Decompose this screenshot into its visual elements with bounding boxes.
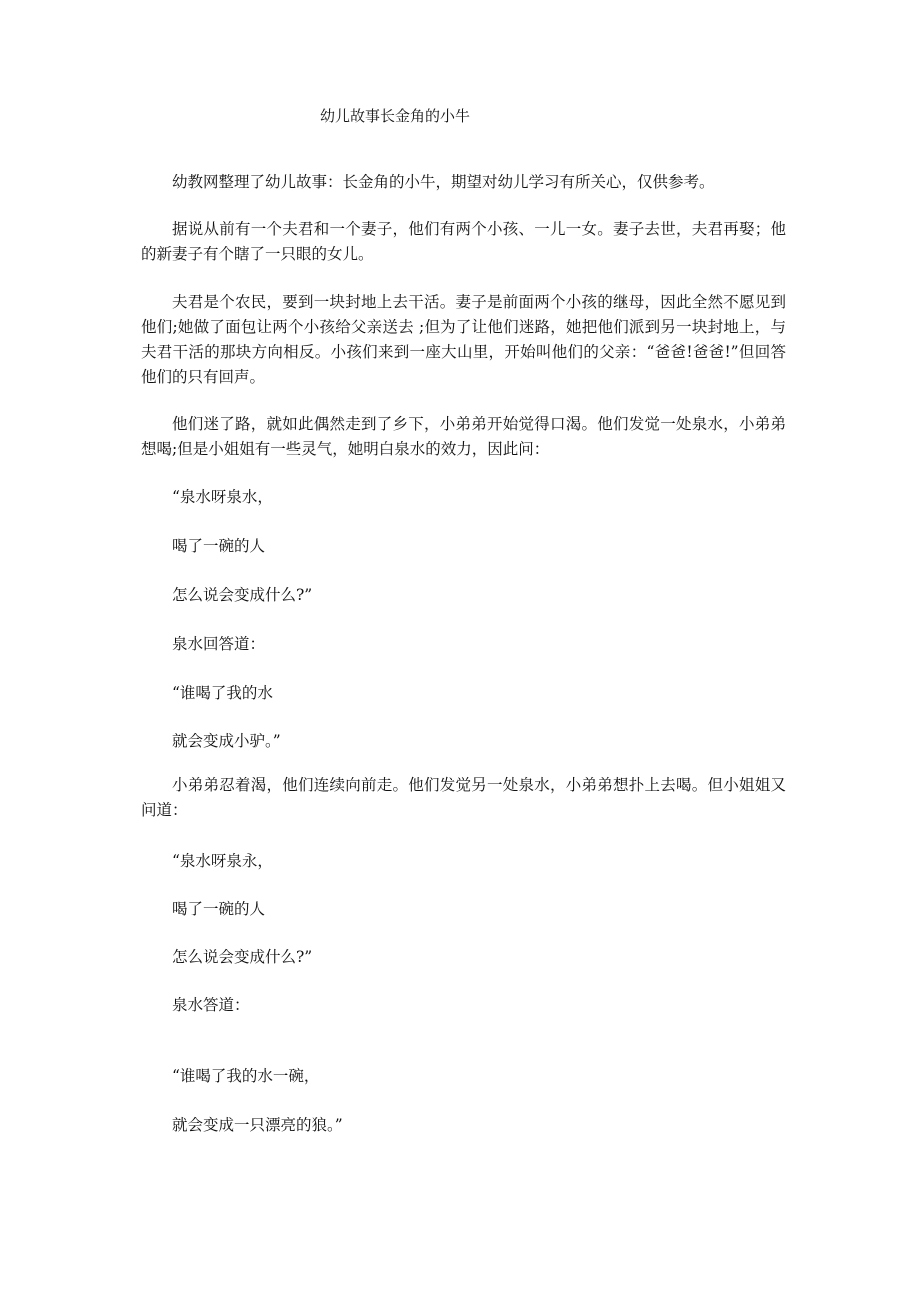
reply2-intro: 泉水答道： <box>172 996 250 1014</box>
reply1-intro: 泉水回答道： <box>172 635 266 653</box>
reply1-line2: 就会变成小驴。” <box>172 732 281 750</box>
verse1-line1: “泉水呀泉水， <box>172 488 273 506</box>
verse2-line3: 怎么说会变成什么?” <box>172 948 313 966</box>
verse2-line1: “泉水呀泉永， <box>172 852 273 870</box>
verse1-line2: 喝了一碗的人 <box>172 537 266 555</box>
paragraph-farmer: 夫君是个农民，要到一块封地上去干活。妻子是前面两个小孩的继母，因此全然不愿见到他们;她做了面包让两个小孩给父亲送去 ;但为了让他们迷路，她把他们派到另一块封地上，与夫君干活的那块方向相反。小孩们来到一座大山里，开始叫他们的父亲：“爸爸!爸爸!”但回答他们的只有回声。 <box>141 293 786 386</box>
verse2-line2: 喝了一碗的人 <box>172 900 266 918</box>
verse1-line3: 怎么说会变成什么?” <box>172 586 313 604</box>
paragraph-family: 据说从前有一个夫君和一个妻子，他们有两个小孩、一儿一女。妻子去世，夫君再娶；他的新妻子有个瞎了一只眼的女儿。 <box>141 220 786 263</box>
paragraph-intro: 幼教网整理了幼儿故事：长金角的小牛，期望对幼儿学习有所关心，仅供参考。 <box>172 173 715 191</box>
document-title: 幼儿故事长金角的小牛 <box>320 107 471 125</box>
reply2-line1: “谁喝了我的水一碗， <box>172 1067 320 1085</box>
paragraph-lost: 他们迷了路，就如此偶然走到了乡下，小弟弟开始觉得口渴。他们发觉一处泉水，小弟弟想喝;但是小姐姐有一些灵气，她明白泉水的效力，因此问： <box>141 415 786 458</box>
paragraph-second-spring: 小弟弟忍着渴，他们连续向前走。他们发觉另一处泉水，小弟弟想扑上去喝。但小姐姐又问道： <box>141 776 786 819</box>
reply2-line2: 就会变成一只漂亮的狼。” <box>172 1116 343 1134</box>
reply1-line1: “谁喝了我的水 <box>172 684 273 702</box>
